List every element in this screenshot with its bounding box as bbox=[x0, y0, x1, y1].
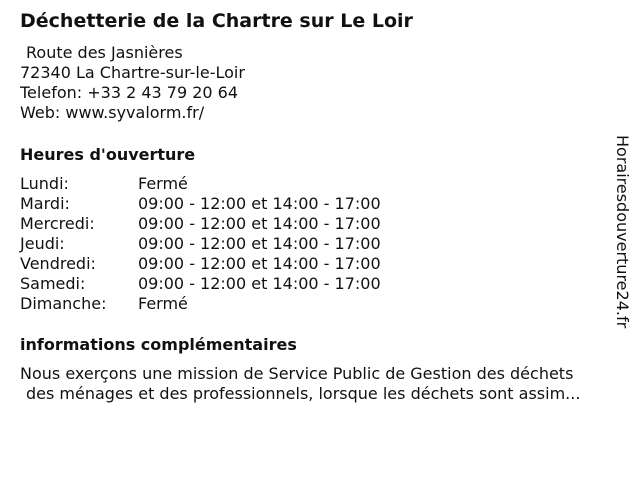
hours-row-monday bbox=[20, 174, 440, 194]
time-value: 09:00 - 12:00 et 14:00 - 17:00 bbox=[138, 214, 381, 233]
day-label: Lundi: bbox=[20, 174, 69, 193]
website: Web: www.syvalorm.fr/ bbox=[20, 103, 205, 122]
day-label: Samedi: bbox=[20, 274, 86, 293]
hours-row-sunday bbox=[20, 294, 440, 314]
day-label: Dimanche: bbox=[20, 294, 107, 313]
day-label: Mardi: bbox=[20, 194, 70, 213]
day-label: Jeudi: bbox=[20, 234, 65, 253]
time-value: 09:00 - 12:00 et 14:00 - 17:00 bbox=[138, 194, 381, 213]
time-value: 09:00 - 12:00 et 14:00 - 17:00 bbox=[138, 274, 381, 293]
time-value: 09:00 - 12:00 et 14:00 - 17:00 bbox=[138, 234, 381, 253]
info-description bbox=[20, 364, 580, 404]
hours-row-saturday bbox=[20, 274, 440, 294]
site-watermark: Horairesdouverture24.fr bbox=[613, 135, 632, 329]
info-heading: informations complémentaires bbox=[20, 335, 297, 354]
hours-row-thursday bbox=[20, 234, 440, 254]
address-block bbox=[20, 43, 245, 123]
info-line-1: Nous exerçons une mission de Service Public de Gestion des déchets bbox=[20, 364, 574, 383]
address-street: Route des Jasnières bbox=[26, 43, 183, 62]
phone-number: Telefon: +33 2 43 79 20 64 bbox=[20, 83, 239, 102]
time-value: 09:00 - 12:00 et 14:00 - 17:00 bbox=[138, 254, 381, 273]
opening-hours-table bbox=[20, 174, 440, 314]
day-label: Mercredi: bbox=[20, 214, 95, 233]
day-label: Vendredi: bbox=[20, 254, 96, 273]
time-value: Fermé bbox=[138, 294, 188, 313]
address-city: 72340 La Chartre-sur-le-Loir bbox=[20, 63, 245, 82]
page-title: Déchetterie de la Chartre sur Le Loir bbox=[20, 10, 413, 32]
hours-heading: Heures d'ouverture bbox=[20, 145, 196, 164]
time-value: Fermé bbox=[138, 174, 188, 193]
hours-row-tuesday bbox=[20, 194, 440, 214]
info-line-2: des ménages et des professionnels, lorsque les déchets sont assim... bbox=[26, 384, 581, 403]
hours-row-wednesday bbox=[20, 214, 440, 234]
hours-row-friday bbox=[20, 254, 440, 274]
